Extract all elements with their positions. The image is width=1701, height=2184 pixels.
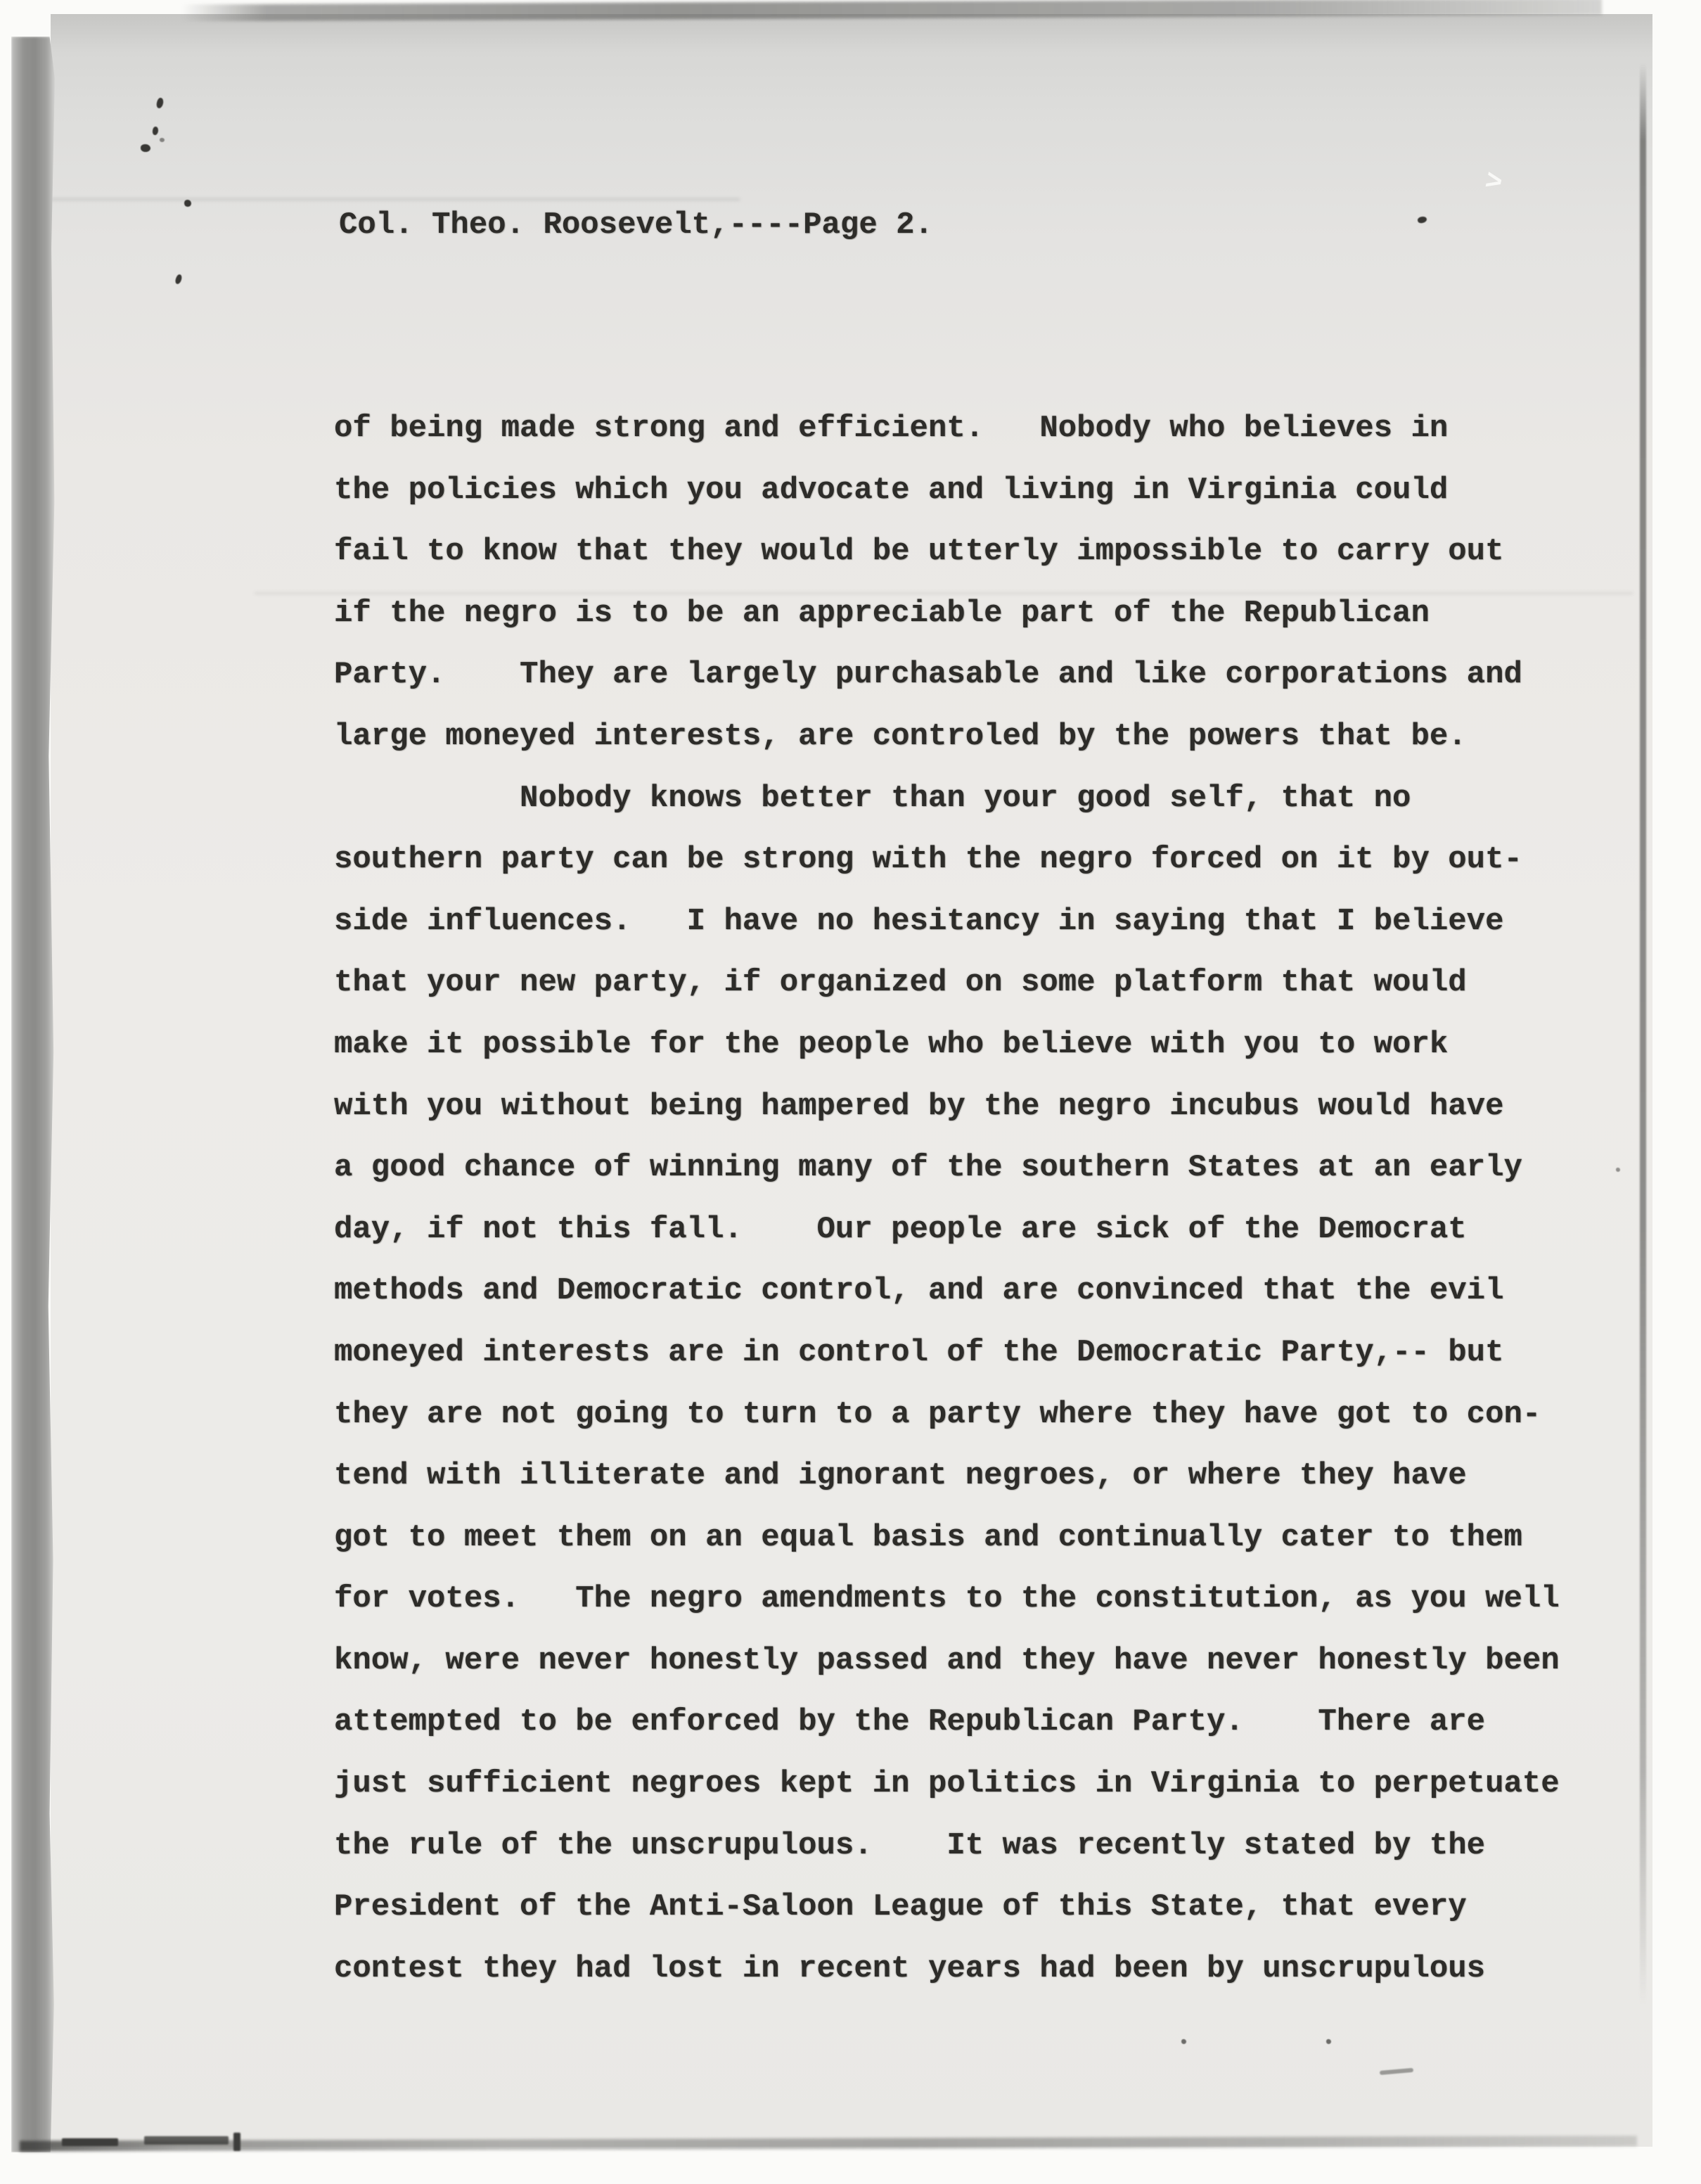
typed-line: Nobody knows better than your good self, that no — [334, 780, 1411, 816]
scan-edge-smudge — [233, 2133, 240, 2151]
ink-speck — [184, 200, 191, 207]
typed-line: that your new party, if organized on some platform that would — [334, 965, 1467, 1001]
typed-line: the policies which you advocate and living in Virginia could — [334, 472, 1449, 508]
paper-crease — [51, 198, 740, 200]
ink-speck — [1326, 2039, 1331, 2044]
document-page — [51, 14, 1652, 2147]
ink-speck — [1181, 2039, 1186, 2044]
scan-edge-smudge — [62, 2138, 118, 2146]
typed-line: know, were never honestly passed and they have never honestly been — [334, 1642, 1560, 1678]
typed-line: they are not going to turn to a party where they have got to con- — [334, 1396, 1541, 1432]
typed-line: Party. They are largely purchasable and like corporations and — [334, 657, 1522, 693]
typed-line: southern party can be strong with the negro forced on it by out- — [334, 842, 1522, 878]
typed-line: attempted to be enforced by the Republican Party. There are — [334, 1704, 1486, 1740]
scan-edge-left — [11, 37, 55, 2152]
typed-line: the rule of the unscrupulous. It was recently stated by the — [334, 1827, 1486, 1863]
typed-line: for votes. The negro amendments to the constitution, as you well — [334, 1581, 1560, 1617]
ink-speck — [160, 138, 165, 142]
typed-line: of being made strong and efficient. Nobody who believes in — [334, 411, 1449, 446]
typed-line: President of the Anti-Saloon League of this State, that every — [334, 1889, 1467, 1925]
scan-edge-smudge — [144, 2136, 229, 2145]
typed-line: methods and Democratic control, and are convinced that the evil — [334, 1273, 1504, 1309]
typed-line: got to meet them on an equal basis and continually cater to them — [334, 1519, 1522, 1555]
typed-line: just sufficient negroes kept in politics in Virginia to perpetuate — [334, 1766, 1560, 1802]
typed-line: moneyed interests are in control of the Democratic Party,-- but — [334, 1334, 1504, 1370]
ink-speck — [1616, 1168, 1620, 1172]
typed-line: day, if not this fall. Our people are sick of the Democrat — [334, 1211, 1467, 1247]
page-right-edge — [1640, 63, 1646, 2005]
page-header: Col. Theo. Roosevelt,----Page 2. — [339, 207, 933, 243]
typed-line: fail to know that they would be utterly impossible to carry out — [334, 534, 1504, 570]
corner-mark: > — [1482, 165, 1506, 201]
typed-line: tend with illiterate and ignorant negroes, or where they have — [334, 1458, 1467, 1494]
typed-line: side influences. I have no hesitancy in saying that I believe — [334, 903, 1504, 939]
typed-line: large moneyed interests, are controled by the powers that be. — [334, 718, 1467, 754]
ink-speck — [141, 144, 150, 152]
typed-line: if the negro is to be an appreciable part of the Republican — [334, 595, 1430, 631]
document-body — [334, 398, 1560, 2000]
typed-line: make it possible for the people who believe with you to work — [334, 1026, 1449, 1062]
typed-line: contest they had lost in recent years had been by unscrupulous — [334, 1950, 1486, 1986]
typed-line: a good chance of winning many of the southern States at an early — [334, 1150, 1522, 1186]
typed-line: with you without being hampered by the negro incubus would have — [334, 1088, 1504, 1124]
